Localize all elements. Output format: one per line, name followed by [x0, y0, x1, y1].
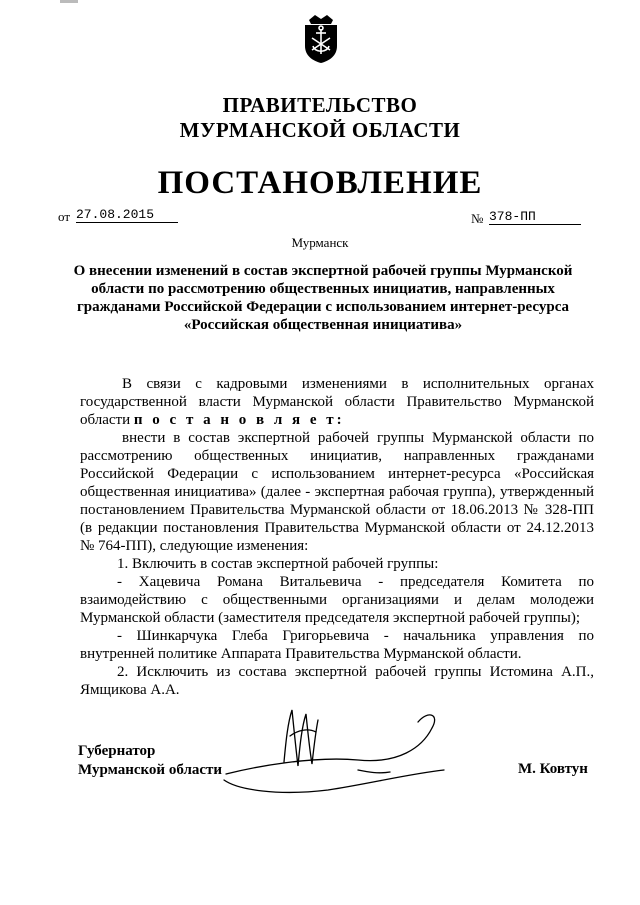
item-1a: - Хацевича Романа Витальевича - председателя Комитета по взаимодействию с общественными организациями и делам молодежи Мурманской области (заместителя председателя экспертной рабочей группы); — [80, 574, 594, 626]
city: Мурманск — [291, 235, 349, 250]
org-name-line1: ПРАВИТЕЛЬСТВО — [222, 93, 418, 117]
date-prefix: от — [58, 209, 71, 224]
title-line4: «Российская общественная инициатива» — [183, 317, 463, 333]
signatory-name: М. Ковтун — [518, 761, 588, 777]
document-number: 378-ПП — [489, 209, 581, 225]
scan-mark — [60, 0, 78, 3]
document-title — [60, 262, 586, 334]
item-1b: - Шинкарчука Глеба Григорьевича - начальника управления по внутренней политике Аппарата Правительства Мурманской области. — [80, 628, 594, 662]
intro-text: В связи с кадровыми изменениями в исполнительных органах государственной власти Мурманской области Правительство Мурманской области — [80, 376, 594, 428]
role-line1: Губернатор — [78, 743, 156, 759]
org-name-line2: МУРМАНСКОЙ ОБЛАСТИ — [179, 118, 461, 142]
role-line2: Мурманской области — [78, 762, 223, 778]
item-1: 1. Включить в состав экспертной рабочей группы: — [117, 556, 439, 572]
resolves-word: п о с т а н о в л я е т: — [133, 412, 345, 428]
title-line2: области по рассмотрению общественных инициатив, направленных — [91, 281, 555, 297]
paragraph-changes: внести в состав экспертной рабочей группы Мурманской области по рассмотрению общественных инициатив, направленных гражданами Российской Федерации с использованием интернет-ресурса «Российская общественная инициатива» (далее - экспертная рабочая группа), утвержденный постановлением Правительства Мурманской области от 18.06.2013 № 328-ПП (в редакции постановления Правительства Мурманской области от 24.12.2013 № 764-ПП), следующие изменения: — [80, 430, 594, 554]
coat-of-arms-icon — [302, 14, 340, 64]
document-date: 27.08.2015 — [76, 207, 178, 223]
title-line3: гражданами Российской Федерации с использованием интернет-ресурса — [76, 299, 570, 315]
handwritten-signature — [218, 700, 448, 800]
number-prefix: № — [471, 211, 484, 226]
title-line1: О внесении изменений в состав экспертной рабочей группы Мурманской — [73, 263, 573, 279]
document-body — [80, 375, 594, 699]
document-type: ПОСТАНОВЛЕНИЕ — [157, 165, 483, 201]
item-2: 2. Исключить из состава экспертной рабочей группы Истомина А.П., Ямщикова А.А. — [80, 664, 594, 698]
intro-paragraph — [80, 375, 594, 429]
signatory-role — [78, 742, 222, 780]
